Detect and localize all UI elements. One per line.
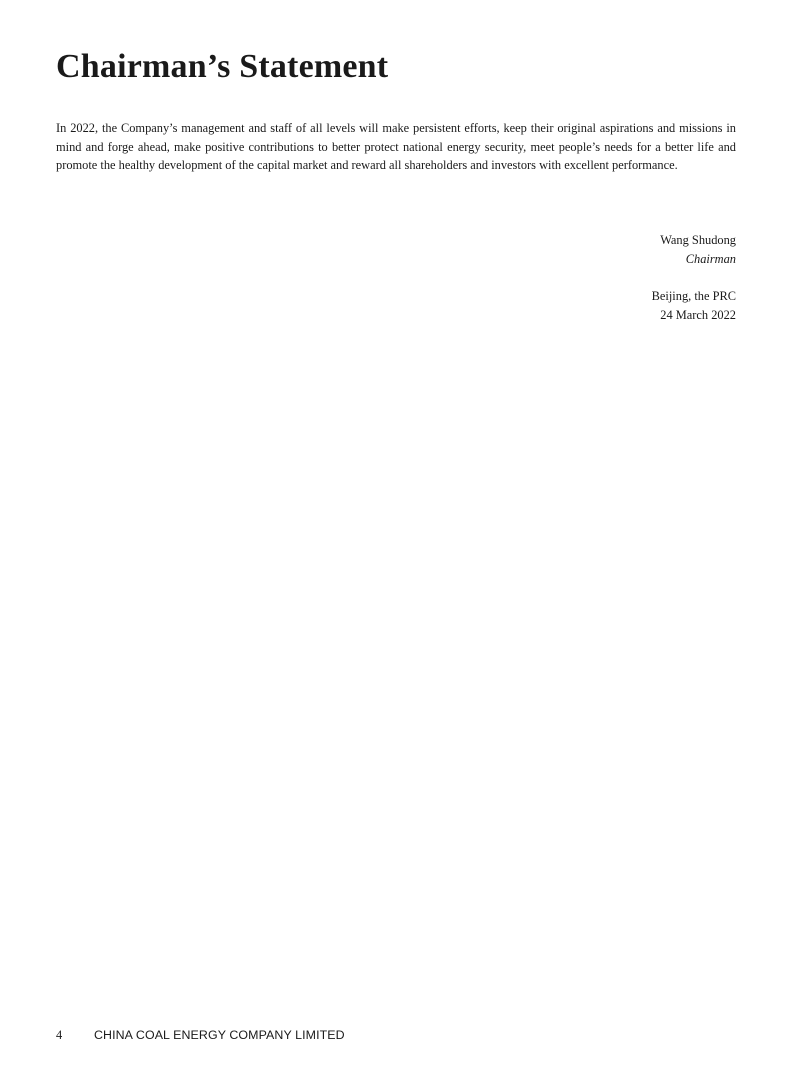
- signing-date: 24 March 2022: [660, 307, 736, 322]
- page-title: Chairman’s Statement: [56, 48, 389, 85]
- signature-block: [652, 231, 736, 324]
- page-footer: [56, 1026, 345, 1044]
- statement-paragraph: In 2022, the Company’s management and staff of all levels will make persistent efforts, keep their original aspirations and missions in mind and forge ahead, make positive contributions to better protect national energy security, meet people’s needs for a better life and promote the healthy development of the capital market and reward all shareholders and investors with excellent performance.: [56, 121, 736, 173]
- company-name: CHINA COAL ENERGY COMPANY LIMITED: [94, 1028, 345, 1042]
- signatory-block: [652, 231, 736, 268]
- place-date-block: [652, 287, 736, 324]
- page-number: 4: [56, 1028, 63, 1042]
- signing-place: Beijing, the PRC: [651, 289, 736, 304]
- signatory-name: Wang Shudong: [660, 233, 736, 247]
- signatory-title: Chairman: [685, 251, 736, 266]
